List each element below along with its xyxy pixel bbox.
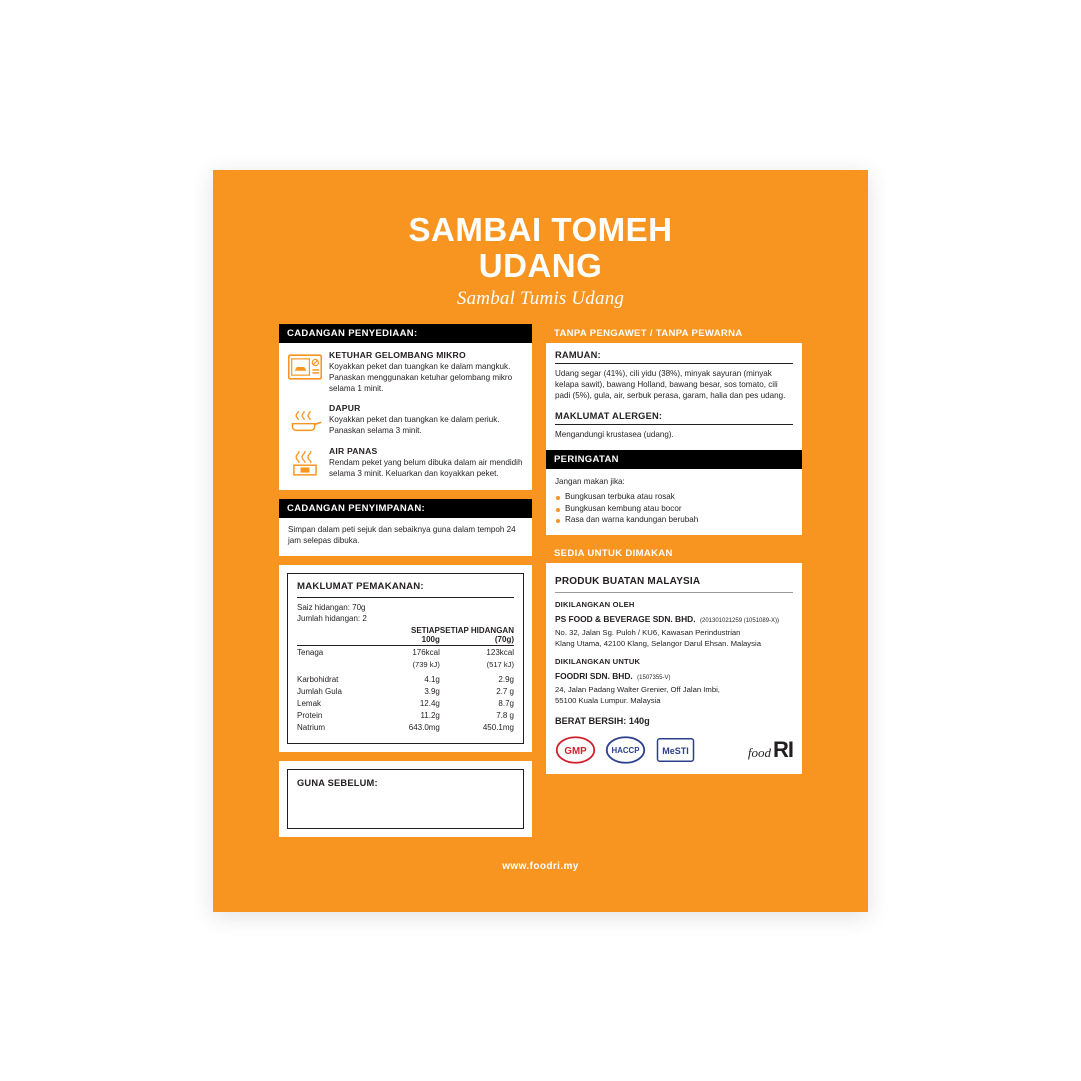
nutrition-col-per-100g <box>382 624 440 646</box>
nutrition-row-perserving: 2.7 g <box>496 687 514 697</box>
nutrition-divider <box>297 597 514 598</box>
nutrition-row-perserving: 450.1mg <box>482 723 514 733</box>
storage-body <box>279 518 532 556</box>
microwave-icon <box>288 352 322 382</box>
nutrition-row-perserving: 7.8 g <box>496 711 514 721</box>
preparation-method-text <box>329 446 523 480</box>
use-before-card <box>279 761 532 837</box>
preparation-method-stove <box>288 403 523 437</box>
nutrition-row-per100: 3.9g <box>424 687 440 697</box>
preparation-method-desc: Rendam peket yang belum dibuka dalam air mendidih selama 3 minit. Keluarkan dan koyakkan peket. <box>329 457 523 478</box>
storage-text: Simpan dalam peti sejuk dan sebaiknya guna dalam tempoh 24 jam selepas dibuka. <box>288 525 516 546</box>
manufactured-by-label: DIKILANGKAN OLEH <box>555 599 635 609</box>
table-row <box>297 722 514 734</box>
nutrition-col-blank <box>297 624 382 646</box>
warning-heading: PERINGATAN <box>546 450 802 469</box>
nutrition-row-label: Natrium <box>297 723 326 733</box>
haccp-certification-icon <box>605 735 646 765</box>
ingredients-card <box>546 324 802 535</box>
nutrition-row-per100: (739 kJ) <box>412 659 440 669</box>
list-item: Bungkusan terbuka atau rosak <box>555 491 793 503</box>
foodri-logo-mark: RI <box>773 736 793 762</box>
warning-body <box>546 469 802 535</box>
preparation-method-hot-water <box>288 446 523 480</box>
svg-text:MeSTI: MeSTI <box>662 745 689 756</box>
table-row <box>297 698 514 710</box>
brand-owner-address-line-1: 24, Jalan Padang Walter Grenier, Off Jalan Imbi, <box>555 684 720 694</box>
allergen-text: Mengandungi krustasea (udang). <box>555 430 674 440</box>
nutrition-row-label: Tenaga <box>297 647 324 657</box>
use-before-box <box>287 769 524 829</box>
svg-text:GMP: GMP <box>564 745 587 757</box>
nutrition-col-per-100g-bottom: 100g <box>421 634 440 644</box>
table-row <box>297 670 514 686</box>
preparation-method-microwave <box>288 350 523 394</box>
nutrition-row-label: Jumlah Gula <box>297 687 342 697</box>
label-columns <box>279 324 802 846</box>
nutrition-col-per-serving-top: SETIAP HIDANGAN <box>439 625 514 635</box>
nutrition-row-per100: 4.1g <box>424 675 440 685</box>
nutrition-col-per-serving-bottom: (70g) <box>494 634 514 644</box>
manufactured-for-label: DIKILANGKAN UNTUK <box>555 656 641 666</box>
nutrition-col-per-100g-top: SETIAP <box>410 625 440 635</box>
right-column <box>546 324 802 783</box>
list-item: Rasa dan warna kandungan berubah <box>555 514 793 526</box>
preparation-method-title: AIR PANAS <box>329 445 378 456</box>
warning-list <box>555 491 793 526</box>
preparation-body <box>279 343 532 490</box>
ingredients-body <box>546 343 802 450</box>
preparation-card <box>279 324 532 490</box>
manufacturer-address-line-2: Klang Utama, 42100 Klang, Selangor Darul Ehsan. Malaysia <box>555 639 761 649</box>
brand-owner-name-line <box>555 666 793 684</box>
manufacturer-address-line-1: No. 32, Jalan Sg. Puloh / KU6, Kawasan Perindustrian <box>555 627 741 637</box>
nutrition-row-per100: 11.2g <box>420 711 440 721</box>
product-packaging-back-label <box>213 170 868 912</box>
storage-heading: CADANGAN PENYIMPANAN: <box>279 499 532 518</box>
table-row <box>297 710 514 722</box>
allergen-divider <box>555 424 793 425</box>
preparation-method-text <box>329 350 523 394</box>
nutrition-row-label: Lemak <box>297 699 322 709</box>
foodri-logo-word: food <box>747 744 771 760</box>
nutrition-row-perserving: (517 kJ) <box>486 659 514 669</box>
ready-to-eat-heading: SEDIA UNTUK DIMAKAN <box>546 544 802 563</box>
nutrition-table <box>297 624 514 734</box>
nutrition-row-label: Protein <box>297 711 323 721</box>
list-item: Bungkusan kembung atau bocor <box>555 503 793 515</box>
table-row <box>297 658 514 670</box>
mesti-certification-icon <box>655 735 696 765</box>
website-url[interactable]: www.foodri.my <box>502 861 579 872</box>
left-column <box>279 324 532 846</box>
product-title-line-2: UDANG <box>478 246 603 284</box>
nutrition-row-perserving: 123kcal <box>486 647 514 657</box>
nutrition-servings-per-pack: Jumlah hidangan: 2 <box>297 614 367 624</box>
product-subtitle: Sambal Tumis Udang <box>456 288 625 310</box>
ready-to-eat-body <box>546 563 802 774</box>
foodri-logo <box>748 737 793 763</box>
nutrition-heading: MAKLUMAT PEMAKANAN: <box>297 581 424 593</box>
manufacturer-name-line <box>555 609 793 627</box>
hot-water-pot-icon <box>288 448 322 478</box>
product-title-line-1: SAMBAI TOMEH <box>408 211 673 248</box>
stove-pan-icon <box>288 405 322 435</box>
brand-owner-name: FOODRI SDN. BHD. <box>555 670 633 681</box>
warning-intro: Jangan makan jika: <box>555 476 625 486</box>
preparation-method-desc: Koyakkan peket dan tuangkan ke dalam mangkuk. Panaskan menggunakan ketuhar gelombang mikro selama 1 minit. <box>329 362 513 393</box>
preparation-method-title: KETUHAR GELOMBANG MIKRO <box>329 350 466 360</box>
preparation-method-desc: Koyakkan peket dan tuangkan ke dalam periuk. Panaskan selama 3 minit. <box>329 415 500 435</box>
nutrition-card <box>279 565 532 752</box>
gmp-certification-icon <box>555 735 596 765</box>
table-row <box>297 686 514 698</box>
ingredients-divider <box>555 363 793 364</box>
nutrition-table-box <box>287 573 524 744</box>
product-header <box>213 170 868 310</box>
manufacturer-registration: (201301021259 (1051089-X)) <box>699 617 780 624</box>
use-before-label: GUNA SEBELUM: <box>297 777 378 788</box>
nutrition-row-per100: 176kcal <box>412 647 440 657</box>
manufacturer-divider <box>555 592 793 593</box>
nutrition-serving-size: Saiz hidangan: 70g <box>297 603 366 613</box>
storage-card <box>279 499 532 556</box>
ready-to-eat-card <box>546 544 802 774</box>
brand-owner-registration: (1507355-V) <box>637 674 671 681</box>
allergen-title: MAKLUMAT ALERGEN: <box>555 411 663 422</box>
ingredients-text: Udang segar (41%), cili yidu (38%), minyak sayuran (minyak kelapa sawit), bawang Holland, bawang besar, sos tomato, cili padi (5%), gula, air, serbuk perasa, garam, halia dan pes udang. <box>555 369 786 401</box>
nutrition-row-label <box>297 658 382 670</box>
ingredients-title: RAMUAN: <box>555 350 601 360</box>
nutrition-col-per-serving <box>440 624 514 646</box>
manufacturer-name: PS FOOD & BEVERAGE SDN. BHD. <box>555 613 696 624</box>
brand-owner-address-line-2: 55100 Kuala Lumpur. Malaysia <box>555 696 661 706</box>
certification-row <box>555 735 793 765</box>
preparation-method-title: DAPUR <box>329 403 361 414</box>
nutrition-row-per100: 643.0mg <box>408 723 440 733</box>
preparation-method-text <box>329 403 523 437</box>
nutrition-row-label: Karbohidrat <box>297 675 339 685</box>
nutrition-row-perserving: 8.7g <box>498 699 514 709</box>
preparation-heading: CADANGAN PENYEDIAAN: <box>279 324 532 343</box>
table-row <box>297 646 514 659</box>
nutrition-header-row <box>297 624 514 646</box>
nutrition-row-per100: 12.4g <box>419 699 440 709</box>
nutrition-row-perserving: 2.9g <box>498 675 514 685</box>
svg-text:HACCP: HACCP <box>611 745 640 755</box>
no-preservative-heading: TANPA PENGAWET / TANPA PEWARNA <box>546 324 802 343</box>
net-weight: BERAT BERSIH: 140g <box>555 715 650 726</box>
made-in-malaysia: PRODUK BUATAN MALAYSIA <box>555 575 701 587</box>
